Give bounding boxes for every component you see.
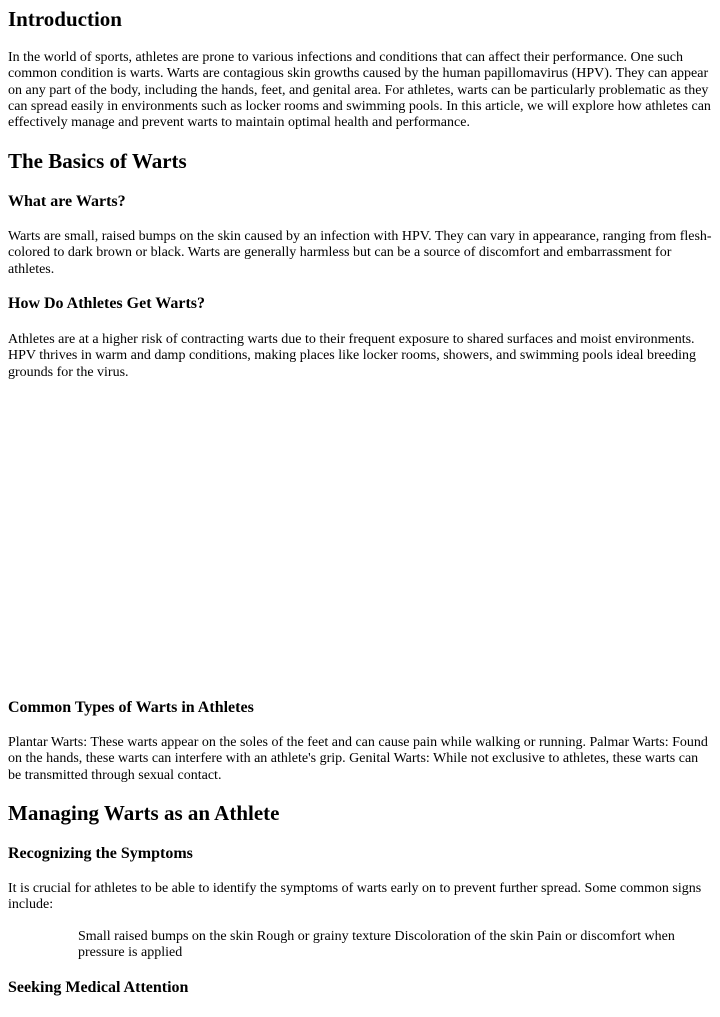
seeking-medical-attention-heading: Seeking Medical Attention (8, 979, 189, 996)
symptoms-list: Small raised bumps on the skin Rough or grainy texture Discoloration of the skin Pain or discomfort when pressure is applied (78, 929, 675, 961)
introduction-heading: Introduction (8, 7, 122, 31)
symptoms-heading: Recognizing the Symptoms (8, 845, 193, 862)
common-types-heading: Common Types of Warts in Athletes (8, 699, 254, 716)
symptoms-paragraph: It is crucial for athletes to be able to identify the symptoms of warts early on to prevent further spread. Some common signs include: (8, 881, 702, 913)
what-are-warts-heading: What are Warts? (8, 193, 126, 210)
basics-heading: The Basics of Warts (8, 149, 187, 173)
common-types-paragraph: Plantar Warts: These warts appear on the soles of the feet and can cause pain while walking or running. Palmar Warts: Found on the hands, these warts can interfere with an athlete's grip. Genital Warts: While not exclusive to athletes, these warts can be transmitted through sexual contact. (8, 735, 708, 783)
introduction-paragraph: In the world of sports, athletes are prone to various infections and conditions that can affect their performance. One such common condition is warts. Warts are contagious skin growths caused by the human papillomavirus (HPV). They can appear on any part of the body, including the hands, feet, and genital area. For athletes, warts can be particularly problematic as they can spread easily in environments such as locker rooms and swimming pools. In this article, we will explore how athletes can effectively manage and prevent warts to maintain optimal health and performance. (8, 50, 711, 131)
what-are-warts-paragraph: Warts are small, raised bumps on the skin caused by an infection with HPV. They can vary in appearance, ranging from flesh-colored to dark brown or black. Warts are generally harmless but can be a source of discomfort and embarrassment for athletes. (8, 229, 712, 277)
how-athletes-get-warts-paragraph: Athletes are at a higher risk of contracting warts due to their frequent exposure to shared surfaces and moist environments. HPV thrives in warm and damp conditions, making places like locker rooms, showers, and swimming pools ideal breeding grounds for the virus. (8, 332, 696, 380)
how-athletes-get-warts-heading: How Do Athletes Get Warts? (8, 295, 206, 312)
managing-heading: Managing Warts as an Athlete (8, 801, 280, 825)
